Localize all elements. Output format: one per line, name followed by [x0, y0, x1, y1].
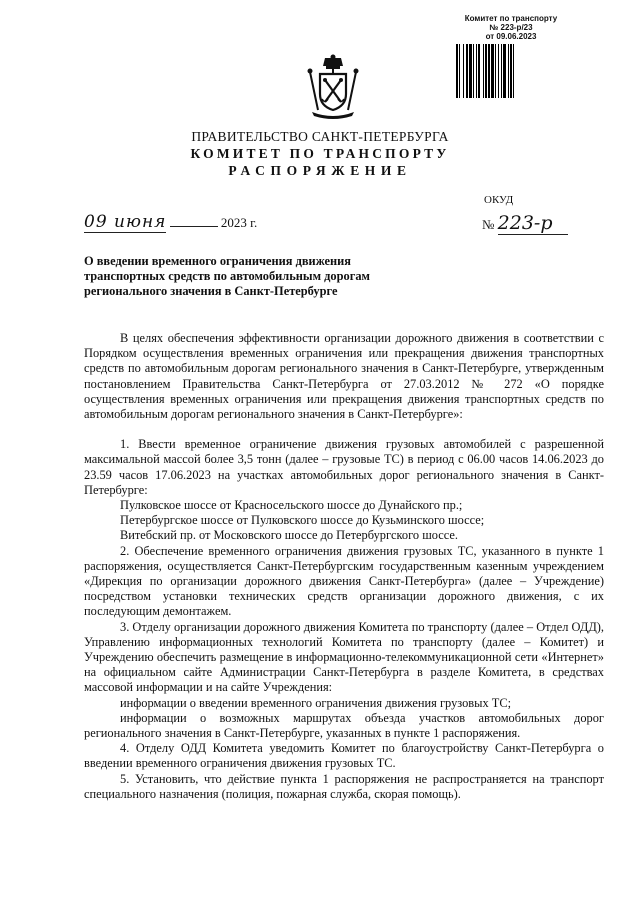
stamp-line-3: от 09.06.2023 [485, 32, 537, 41]
number-handwritten: 223-р [498, 212, 568, 235]
document-body [84, 331, 604, 802]
stamp-line-1: Комитет по транспорту [464, 14, 558, 23]
document-subject: О введении временного ограничения движения транспортных средств по автомобильным дорогам регионального значения в Санкт-Петербурге [84, 254, 370, 299]
document-date [84, 212, 257, 232]
stamp-line-2: № 223-р/23 [489, 23, 533, 32]
barcode-icon [456, 44, 564, 98]
date-handwritten: 09 июня [84, 212, 167, 232]
document-type-title: РАСПОРЯЖЕНИЕ [228, 163, 412, 178]
date-year: 2023 г. [220, 215, 258, 230]
road-section-3: Витебский пр. от Московского шоссе до Петербургского шоссе. [120, 528, 458, 543]
government-title: ПРАВИТЕЛЬСТВО САНКТ-ПЕТЕРБУРГА [191, 129, 449, 144]
registration-stamp [455, 14, 567, 41]
committee-title: КОМИТЕТ ПО ТРАНСПОРТУ [190, 146, 450, 161]
document-number [482, 212, 568, 235]
number-prefix: № [482, 217, 495, 232]
item-2-paragraph: 2. Обеспечение временного ограничения движения грузовых ТС, указанного в пункте 1 распоряжения, осуществляется Санкт-Петербургским государственным казенным учреждением «Дирекция по организации дорожного движения Санкт-Петербурга» (далее – Учреждение) посредством установки технических средств организации дорожного движения, с их последующим демонтажем. [84, 543, 604, 619]
road-section-2: Петербургское шоссе от Пулковского шоссе до Кузьминского шоссе; [120, 513, 485, 528]
okud-label: ОКУД [484, 194, 514, 206]
saint-petersburg-coat-of-arms-icon [304, 54, 362, 120]
item-1-paragraph: 1. Ввести временное ограничение движения грузовых автомобилей с разрешенной максимальной массой более 3,5 тонн (далее – грузовые ТС) в период с 06.00 часов 14.06.2023 до 23.59 часов 17.06.2023 на участках автомобильных дорог регионального значения в Санкт-Петербурге: [84, 437, 604, 497]
item-5-paragraph: 5. Установить, что действие пункта 1 распоряжения не распространяется на транспорт специального назначения (полиция, пожарная служба, скорая помощь). [84, 771, 604, 801]
item-3-paragraph: 3. Отделу организации дорожного движения Комитета по транспорту (далее – Отдел ОДД), Управлению информационных технологий Комитета по транспорту (далее – Комитет) и Учреждению обеспечить размещение в информационно-телекоммуникационной сети «Интернет» на официальном сайте Администрации Санкт-Петербурга в разделе Комитета, в средствах массовой информации и на сайте Учреждения: [84, 619, 604, 695]
info-item-2: информации о возможных маршрутах объезда участков автомобильных дорог регионального значения в Санкт-Петербурге, указанных в пункте 1 распоряжения. [84, 710, 604, 741]
road-section-1: Пулковское шоссе от Красносельского шоссе до Дунайского пр.; [120, 498, 463, 513]
item-4-paragraph: 4. Отделу ОДД Комитета уведомить Комитет по благоустройству Санкт-Петербурга о введении временного ограничения движения грузовых ТС. [84, 741, 604, 771]
info-item-1: информации о введении временного ограничения движения грузовых ТС; [120, 695, 512, 710]
preamble-paragraph: В целях обеспечения эффективности организации дорожного движения в соответствии с Порядком осуществления временных ограничения или прекращения движения транспортных средств по автомобильным дорогам регионального значения в Санкт-Петербурге, утвержденным постановлением Правительства Санкт-Петербурга от 27.03.2012 № 272 «О порядке осуществления временных ограничения или прекращения движения транспортных средств по автомобильным дорогам регионального значения в Санкт-Петербурге»: [84, 331, 604, 422]
